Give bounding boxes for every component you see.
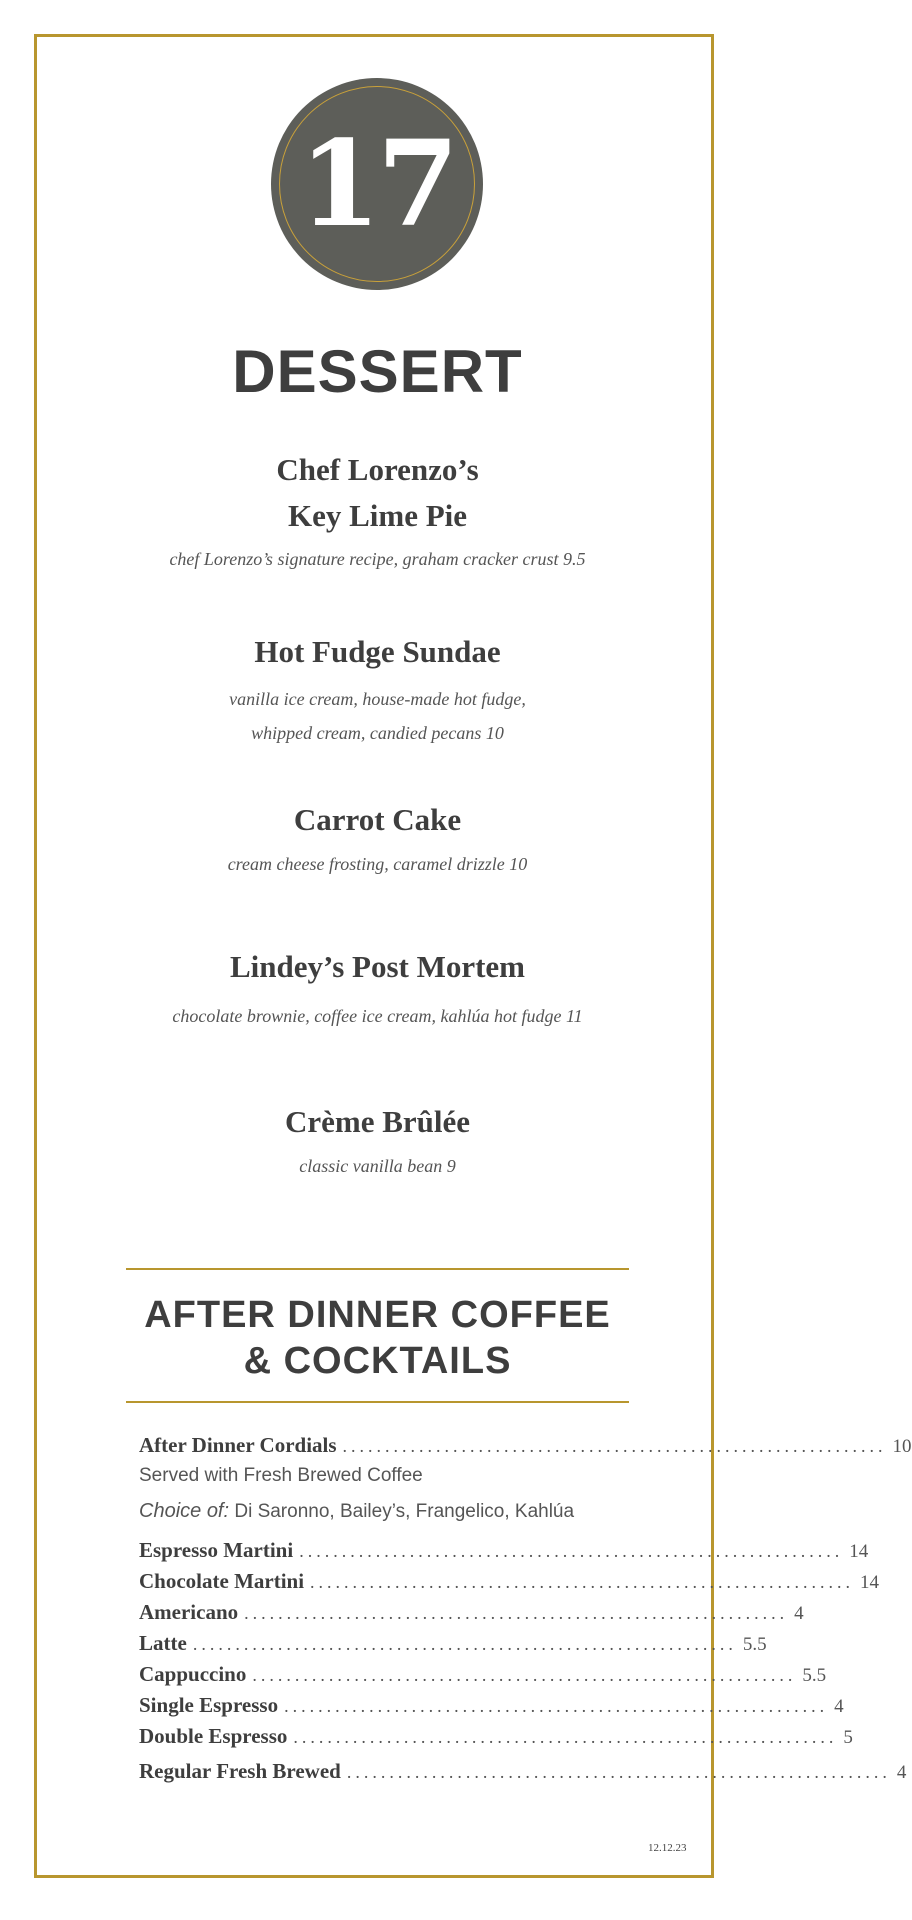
menu-item-price: 5 bbox=[843, 1727, 853, 1748]
menu-item-price: 4 bbox=[834, 1696, 844, 1717]
menu-row bbox=[139, 1724, 853, 1754]
dot-leader: ................................................................ bbox=[346, 1762, 891, 1782]
dessert-item-description: cream cheese frosting, caramel drizzle 10 bbox=[227, 854, 528, 874]
dot-leader: ................................................................ bbox=[299, 1541, 844, 1561]
menu-item-price: 10 bbox=[892, 1436, 912, 1457]
choice-label: Choice of: bbox=[139, 1500, 230, 1522]
menu-item-price: 5.5 bbox=[742, 1634, 767, 1655]
menu-row-cordials bbox=[139, 1433, 912, 1463]
menu-item-price: 4 bbox=[794, 1603, 804, 1624]
restaurant-logo bbox=[271, 78, 483, 290]
menu-item-price: 14 bbox=[849, 1541, 869, 1562]
coffee-heading-line2: & COCKTAILS bbox=[243, 1340, 512, 1382]
menu-item-name: Double Espresso bbox=[139, 1724, 288, 1748]
dessert-item-description: classic vanilla bean 9 bbox=[299, 1156, 456, 1176]
choice-options: Di Saronno, Bailey’s, Frangelico, Kahlúa bbox=[234, 1501, 575, 1522]
menu-row bbox=[139, 1662, 827, 1692]
menu-item-price: 14 bbox=[860, 1572, 880, 1593]
divider-rule-top bbox=[126, 1268, 629, 1270]
menu-row bbox=[139, 1600, 804, 1630]
dot-leader: ................................................................ bbox=[342, 1436, 887, 1456]
menu-item-price: 5.5 bbox=[802, 1665, 827, 1686]
choice-note bbox=[139, 1500, 574, 1523]
menu-item-name: Latte bbox=[139, 1631, 187, 1655]
dessert-item-description: whipped cream, candied pecans 10 bbox=[251, 723, 504, 743]
dot-leader: ................................................................ bbox=[244, 1603, 789, 1623]
menu-date: 12.12.23 bbox=[648, 1842, 687, 1854]
menu-item-name: Single Espresso bbox=[139, 1693, 279, 1717]
dessert-item-name: Chef Lorenzo’s bbox=[276, 452, 479, 487]
dot-leader: ................................................................ bbox=[192, 1634, 737, 1654]
dessert-item-description: chocolate brownie, coffee ice cream, kahlúa hot fudge 11 bbox=[172, 1006, 583, 1026]
logo-number: 17 bbox=[298, 114, 456, 253]
divider-rule-bottom bbox=[126, 1401, 629, 1403]
menu-item-name: Espresso Martini bbox=[139, 1538, 294, 1562]
dot-leader: ................................................................ bbox=[310, 1572, 855, 1592]
dessert-item-description: vanilla ice cream, house-made hot fudge, bbox=[229, 689, 526, 709]
dessert-item-description: chef Lorenzo’s signature recipe, graham cracker crust 9.5 bbox=[169, 549, 586, 569]
dessert-item-name: Crème Brûlée bbox=[284, 1104, 471, 1139]
menu-row bbox=[139, 1569, 880, 1599]
menu-item-name: Cappuccino bbox=[139, 1662, 247, 1686]
dessert-heading: DESSERT bbox=[232, 338, 523, 405]
menu-item-price: 4 bbox=[896, 1762, 907, 1783]
menu-item-name: Regular Fresh Brewed bbox=[139, 1759, 341, 1783]
dessert-item-name: Lindey’s Post Mortem bbox=[229, 949, 525, 984]
menu-row bbox=[139, 1759, 907, 1789]
dessert-item-name: Hot Fudge Sundae bbox=[254, 634, 501, 669]
menu-row bbox=[139, 1538, 869, 1568]
menu-item-name: After Dinner Cordials bbox=[139, 1433, 337, 1457]
dessert-item-name: Carrot Cake bbox=[293, 802, 462, 837]
menu-row bbox=[139, 1631, 767, 1661]
menu-row bbox=[139, 1693, 844, 1723]
dot-leader: ................................................................ bbox=[284, 1696, 829, 1716]
menu-item-name: Americano bbox=[139, 1600, 239, 1624]
dot-leader: ................................................................ bbox=[252, 1665, 797, 1685]
menu-item-name: Chocolate Martini bbox=[139, 1569, 305, 1593]
coffee-heading-line1: AFTER DINNER COFFEE bbox=[144, 1294, 611, 1336]
dessert-item-name: Key Lime Pie bbox=[287, 498, 468, 533]
served-note: Served with Fresh Brewed Coffee bbox=[139, 1465, 423, 1486]
dot-leader: ................................................................ bbox=[293, 1727, 838, 1747]
